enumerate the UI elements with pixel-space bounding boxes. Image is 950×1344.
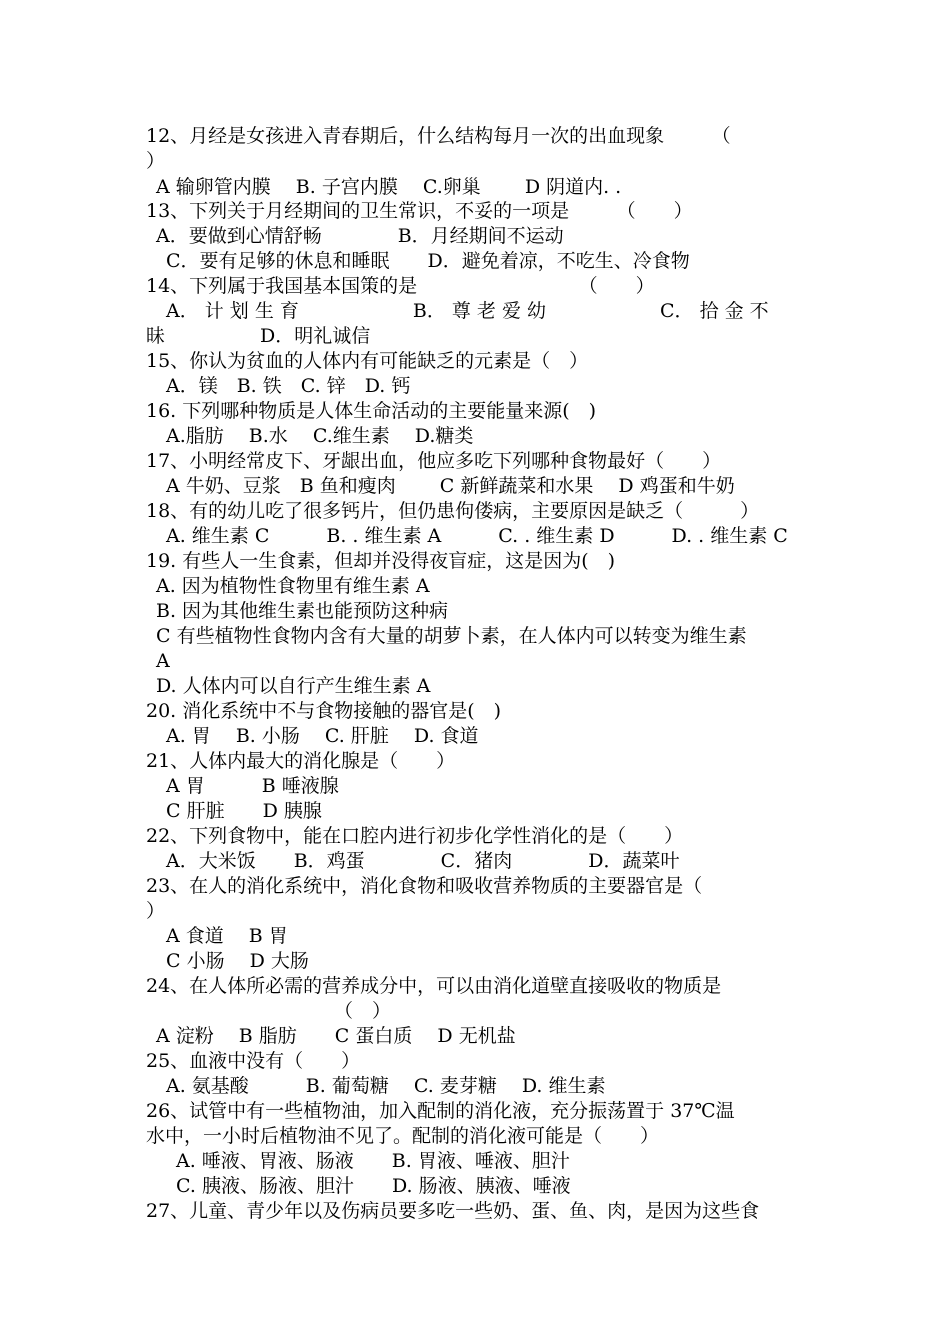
question-15-options: A．镁 B. 铁 C. 锌 D. 钙	[166, 375, 411, 397]
question-12-cont: ）	[146, 150, 166, 172]
question-13-options-cd: C．要有足够的休息和睡眠 D．避免着凉，不吃生、冷食物	[166, 250, 690, 272]
question-19-option-d: D. 人体内可以自行产生维生素 A	[156, 675, 431, 697]
question-24-options: A 淀粉 B 脂肪 C 蛋白质 D 无机盐	[156, 1025, 516, 1047]
question-14-options: A． 计 划 生 育 B． 尊 老 爱 幼 C． 拾 金 不	[166, 300, 769, 322]
question-22: 22、下列食物中，能在口腔内进行初步化学性消化的是（ ）	[146, 825, 684, 847]
question-12-options: A 输卵管内膜 B. 子宫内膜 C.卵巢 D 阴道内. .	[156, 176, 622, 198]
question-15: 15、你认为贫血的人体内有可能缺乏的元素是（ ）	[146, 350, 589, 372]
question-18-options: A. 维生素 C B. . 维生素 A C. . 维生素 D D. . 维生素 C	[166, 525, 788, 547]
question-27: 27、儿童、青少年以及伤病员要多吃一些奶、蛋、鱼、肉，是因为这些食	[146, 1200, 760, 1222]
question-16: 16. 下列哪种物质是人体生命活动的主要能量来源( )	[146, 400, 597, 422]
question-26-cont: 水中，一小时后植物油不见了。配制的消化液可能是（ ）	[146, 1125, 660, 1147]
question-19-option-a: A. 因为植物性食物里有维生素 A	[156, 575, 430, 597]
question-23-cont: ）	[146, 900, 166, 922]
question-26-options-cd: C. 胰液、肠液、胆汁 D. 肠液、胰液、唾液	[176, 1175, 571, 1197]
question-21-options-ab: A 胃 B 唾液腺	[166, 775, 339, 797]
question-22-options: A．大米饭 B．鸡蛋 C．猪肉 D．蔬菜叶	[166, 850, 680, 872]
question-26: 26、试管中有一些植物油，加入配制的消化液，充分振荡置于 37℃温	[146, 1100, 735, 1122]
question-21: 21、人体内最大的消化腺是（ ）	[146, 750, 456, 772]
question-14-options-cont: 昧 D．明礼诚信	[146, 325, 371, 347]
question-23-options-ab: A 食道 B 胃	[166, 925, 288, 947]
question-13-options-ab: A．要做到心情舒畅 B．月经期间不运动	[156, 225, 564, 247]
question-17-options: A 牛奶、豆浆 B 鱼和瘦肉 C 新鲜蔬菜和水果 D 鸡蛋和牛奶	[166, 475, 735, 497]
question-14: 14、下列属于我国基本国策的是 （ ）	[146, 275, 655, 297]
question-20: 20. 消化系统中不与食物接触的器官是( )	[146, 700, 502, 722]
question-19-option-b: B. 因为其他维生素也能预防这种病	[156, 600, 449, 622]
question-21-options-cd: C 肝脏 D 胰腺	[166, 800, 322, 822]
question-12: 12、月经是女孩进入青春期后，什么结构每月一次的出血现象 （	[146, 125, 731, 147]
question-18: 18、有的幼儿吃了很多钙片，但仍患佝偻病，主要原因是缺乏（ ）	[146, 500, 760, 522]
question-20-options: A. 胃 B. 小肠 C. 肝脏 D. 食道	[166, 725, 479, 747]
question-23-options-cd: C 小肠 D 大肠	[166, 950, 309, 972]
question-25-options: A. 氨基酸 B. 葡萄糖 C. 麦芽糖 D. 维生素	[166, 1075, 606, 1097]
question-19-option-c-cont: A	[156, 650, 170, 672]
question-17: 17、小明经常皮下、牙龈出血，他应多吃下列哪种食物最好（ ）	[146, 450, 722, 472]
question-19-option-c: C 有些植物性食物内含有大量的胡萝卜素，在人体内可以转变为维生素	[156, 625, 747, 647]
question-25: 25、血液中没有（ ）	[146, 1050, 361, 1072]
question-13: 13、下列关于月经期间的卫生常识，不妥的一项是 （ ）	[146, 200, 693, 222]
question-26-options-ab: A. 唾液、胃液、肠液 B. 胃液、唾液、胆汁	[176, 1150, 570, 1172]
question-24-bracket: （ ）	[334, 1000, 392, 1022]
question-24: 24、在人体所必需的营养成分中，可以由消化道壁直接吸收的物质是	[146, 975, 722, 997]
question-23: 23、在人的消化系统中，消化食物和吸收营养物质的主要器官是（	[146, 875, 703, 897]
question-16-options: A.脂肪 B.水 C.维生素 D.糖类	[166, 425, 474, 447]
question-19: 19. 有些人一生食素，但却并没得夜盲症，这是因为( )	[146, 550, 616, 572]
